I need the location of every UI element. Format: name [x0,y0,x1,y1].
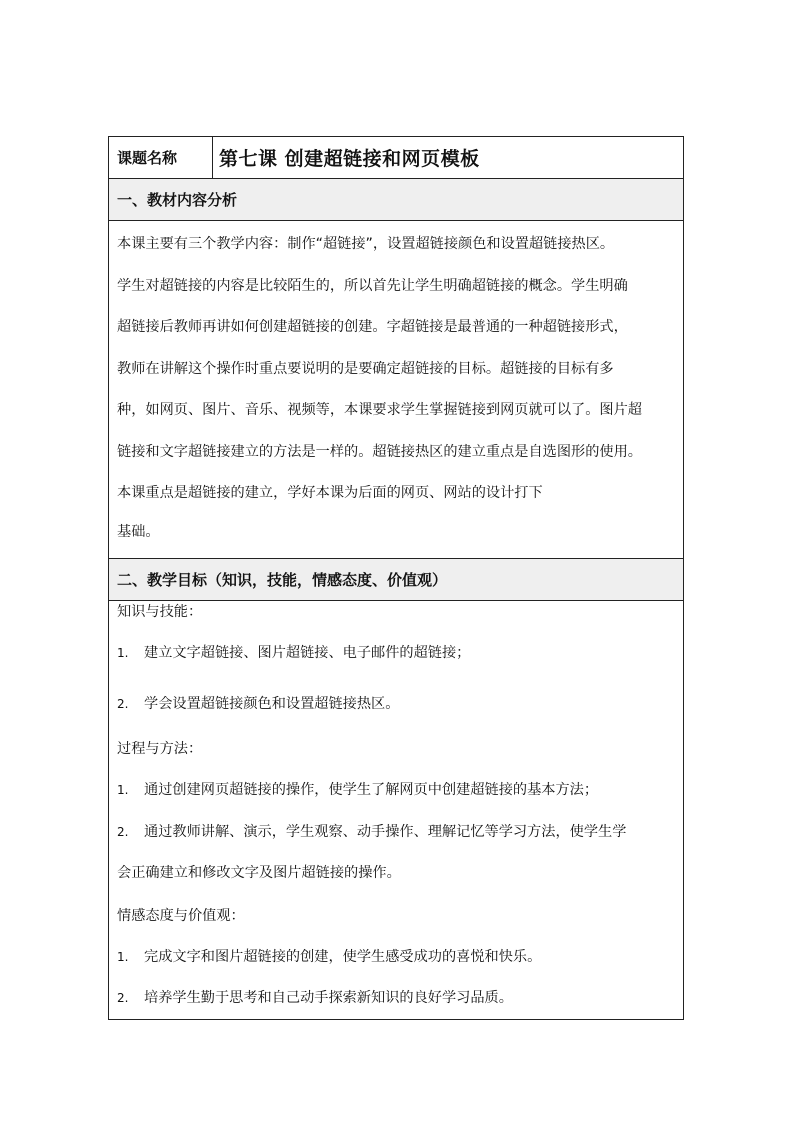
knowledge-label: 知识与技能： [117,604,203,620]
knowledge-item [117,642,470,664]
item-text: 建立文字超链接、图片超链接、电子邮件的超链接； [144,645,471,661]
item-number: 2. [117,697,129,711]
lesson-title: 第七课 创建超链接和网页模板 [219,148,480,170]
analysis-line: 学生对超链接的内容是比较陌生的，所以首先让学生明确超链接的概念。学生明确 [117,277,628,294]
item-number: 2. [117,825,129,839]
analysis-line: 本课重点是超链接的建立，学好本课为后面的网页、网站的设计打下 [117,485,543,501]
emotion-item [117,987,513,1009]
goals-content [109,601,683,1019]
item-number: 1. [117,950,129,964]
analysis-line: 链接和文字超链接建立的方法是一样的。超链接热区的建立重点是自选图形的使用。 [117,443,642,460]
analysis-line: 本课主要有三个教学内容：制作“超链接”，设置超链接颜色和设置超链接热区。 [117,236,615,252]
process-item [117,821,626,843]
analysis-heading: 一、教材内容分析 [109,179,683,221]
process-label: 过程与方法： [117,741,203,757]
item-number: 1. [117,783,129,797]
analysis-line: 种，如网页、图片、音乐、视频等，本课要求学生掌握链接到网页就可以了。图片超 [117,402,642,418]
item-text: 通过创建网页超链接的操作，使学生了解网页中创建超链接的基本方法； [144,782,599,798]
item-number: 1. [117,646,129,660]
title-row [109,137,683,179]
process-item-continuation: 会正确建立和修改文字及图片超链接的操作。 [117,865,401,881]
item-text: 完成文字和图片超链接的创建，使学生感受成功的喜悦和快乐。 [144,949,542,965]
analysis-line: 基础。 [117,523,160,540]
emotion-item [117,946,541,968]
analysis-content [109,224,683,559]
item-text: 学会设置超链接颜色和设置超链接热区。 [144,696,400,712]
lesson-plan-table [108,136,684,1020]
title-label: 课题名称 [109,137,213,178]
process-item [117,779,598,801]
analysis-line: 教师在讲解这个操作时重点要说明的是要确定超链接的目标。超链接的目标有多 [117,360,614,377]
knowledge-item [117,693,399,715]
item-number: 2. [117,991,129,1005]
goals-heading: 二、教学目标（知识，技能，情感态度、价值观） [109,559,683,601]
item-text: 通过教师讲解、演示，学生观察、动手操作、理解记忆等学习方法，使学生学 [144,824,627,840]
analysis-line: 超链接后教师再讲如何创建超链接的创建。字超链接是最普通的一种超链接形式， [117,319,628,335]
item-text: 培养学生勤于思考和自己动手探索新知识的良好学习品质。 [144,990,513,1006]
emotion-label: 情感态度与价值观： [117,908,245,924]
